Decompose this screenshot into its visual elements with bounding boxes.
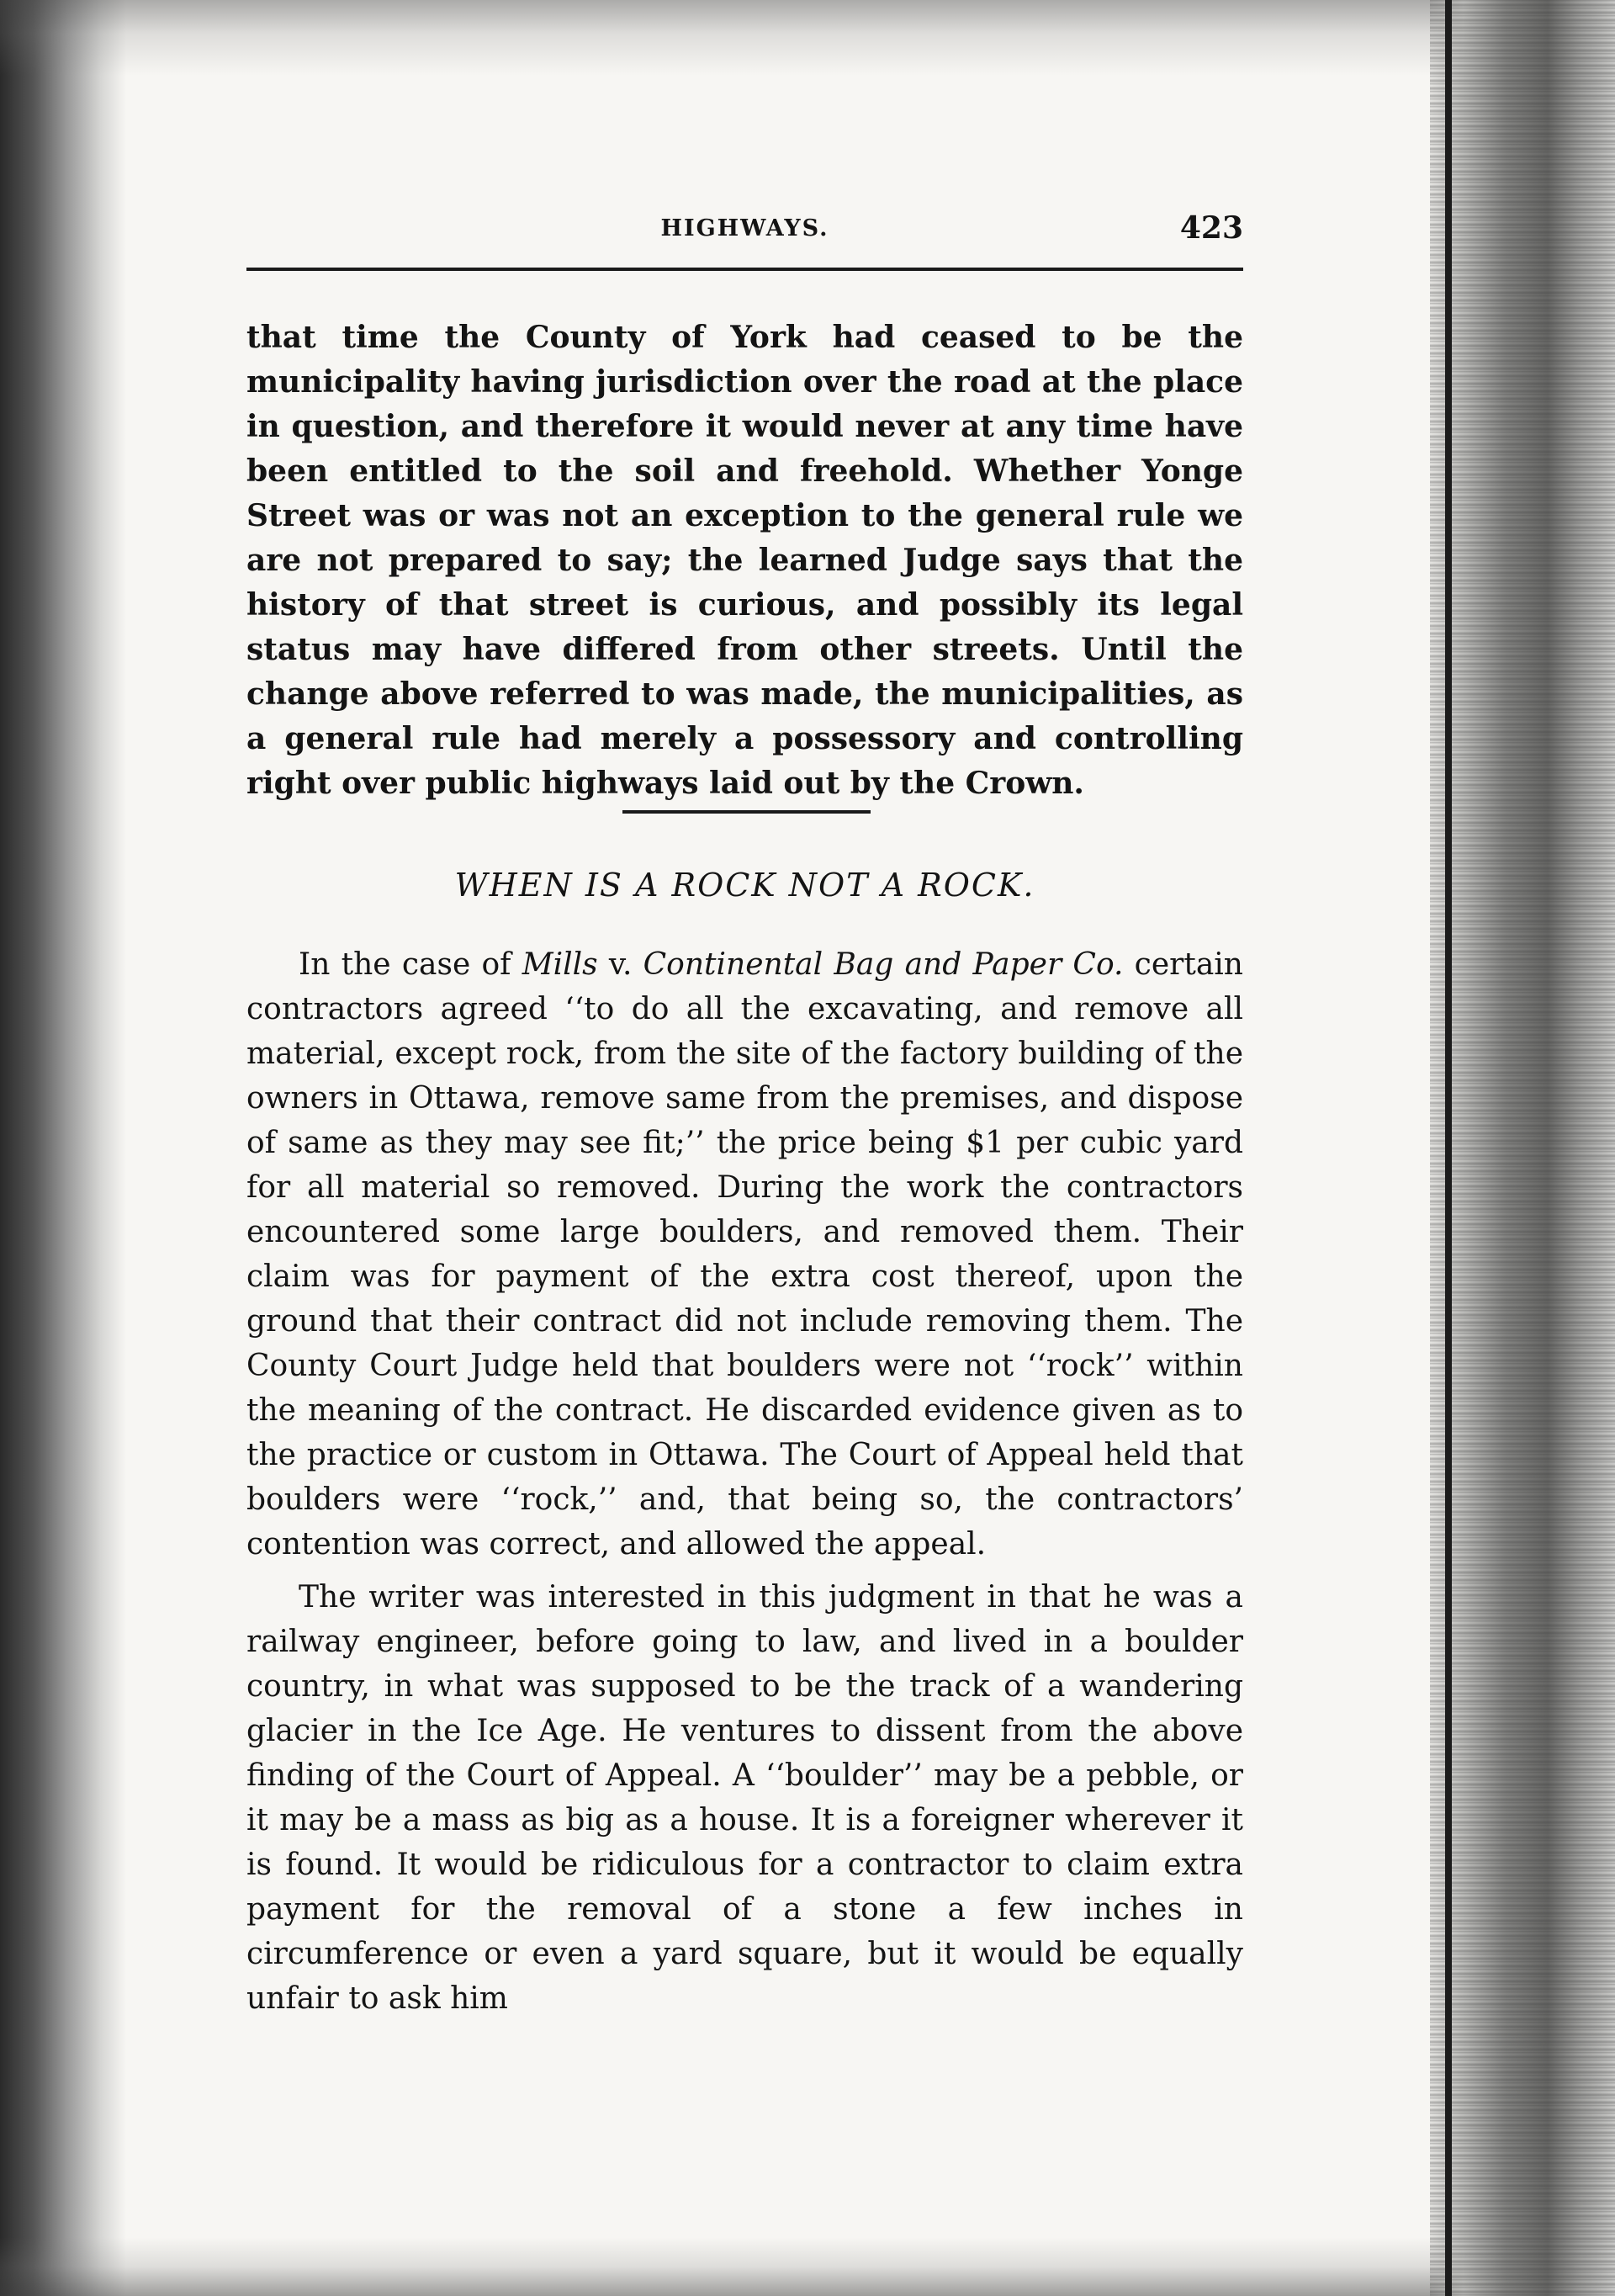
case-defendant: Continental Bag and Paper Co. bbox=[643, 947, 1124, 982]
header-rule bbox=[246, 268, 1243, 271]
case-plaintiff: Mills bbox=[522, 947, 598, 982]
case-versus: v. bbox=[597, 947, 643, 982]
paragraph: that time the County of York had ceased to be the municipality having jurisdiction over the road at the place in question, and therefore it would never at any time have been entitled to the soil and freehold. Whether Yonge Street was or was not an exception to the general rule we are not prepared to say; the learned Judge says that the history of that street is curious, and possibly its legal status may have differed from other streets. Until the change above referred to was made, the municipalities, as a general rule had merely a possessory and controlling right over public highways laid out by the Crown. bbox=[246, 320, 1243, 801]
paragraph-rest: certain contractors agreed ‘‘to do all the excavating, and remove all material, except rock, from the site of the factory building of the owners in Ottawa, remove same from the premises, and dispose of same as they may see fit;’’ the price being $1 per cubic yard for all material so removed. During the work the contractors encountered some large boulders, and removed them. Their claim was for payment of the extra cost thereof, upon the ground that their contract did not include removing them. The County Court Judge held that boulders were not ‘‘rock’’ within the meaning of the contract. He discarded evidence given as to the practice or custom in Ottawa. The Court of Appeal held that boulders were ‘‘rock,’’ and, that being so, the contractors’ contention was correct, and allowed the appeal. bbox=[246, 947, 1243, 1562]
paragraph bbox=[246, 942, 1243, 1567]
running-head: HIGHWAYS. bbox=[660, 215, 829, 241]
continued-text bbox=[246, 316, 1243, 806]
top-edge-shadow bbox=[0, 0, 1615, 76]
section-title: WHEN IS A ROCK NOT A ROCK. bbox=[454, 867, 1035, 904]
page-edge-line bbox=[1445, 0, 1452, 2296]
section-text bbox=[246, 942, 1243, 2021]
section-divider bbox=[622, 810, 871, 814]
page-header bbox=[246, 210, 1243, 252]
paragraph: The writer was interested in this judgment in that he was a railway engineer, before going to law, and lived in a boulder country, in what was supposed to be the track of a wandering glacier in the Ice Age. He ventures to dissent from the above finding of the Court of Appeal. A ‘‘boulder’’ may be a pebble, or it may be a mass as big as a house. It is a foreigner wherever it is found. It would be ridiculous for a contractor to claim extra payment for the removal of a stone a few inches in circumference or even a yard square, but it would be equally unfair to ask him bbox=[246, 1580, 1243, 2016]
page-number: 423 bbox=[1179, 210, 1243, 246]
bottom-edge-shadow bbox=[0, 2237, 1615, 2296]
page-edge-right bbox=[1430, 0, 1615, 2296]
paragraph-lead: In the case of bbox=[299, 947, 522, 982]
binding-shadow bbox=[0, 0, 126, 2296]
